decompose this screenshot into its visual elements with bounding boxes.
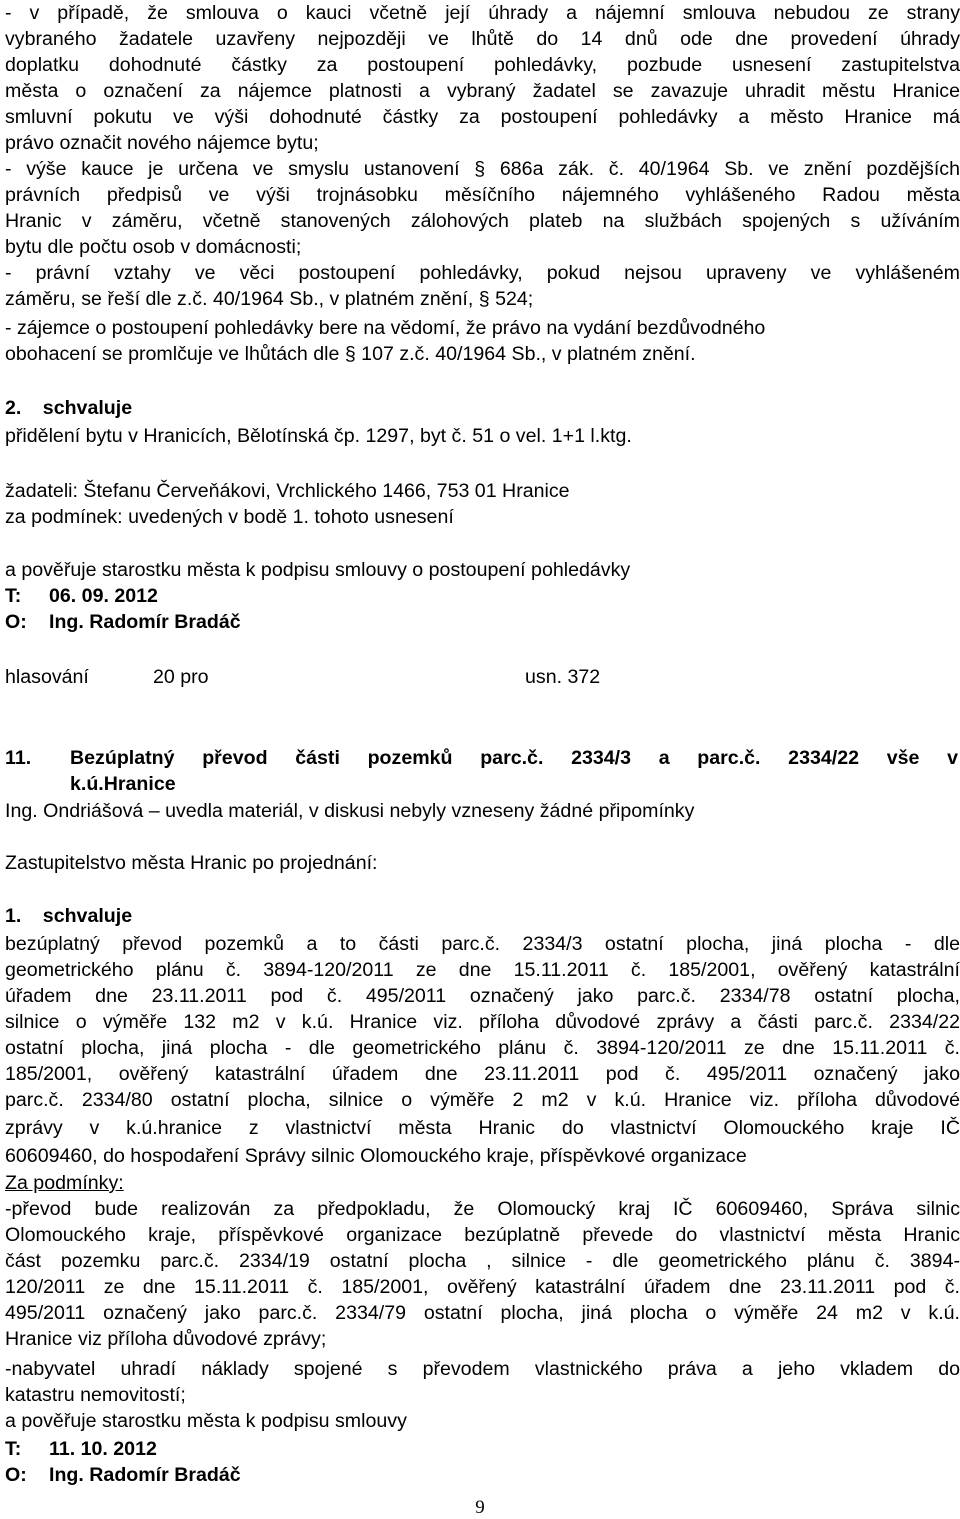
vote-label: hlasování	[5, 666, 89, 688]
text-line: - v případě, že smlouva o kauci včetně její úhrady a nájemní smlouva nebudou ze strany	[5, 2, 960, 24]
owner-label: O:	[5, 1464, 27, 1486]
text-line: úřadem dne 23.11.2011 pod č. 495/2011 označený jako parc.č. 2334/78 ostatní plocha,	[5, 985, 960, 1007]
text-line: - výše kauce je určena ve smyslu ustanovení § 686a zák. č. 40/1964 Sb. ve znění pozdějších	[5, 158, 960, 180]
item-text: přidělení bytu v Hranicích, Bělotínská čp. 1297, byt č. 51 o vel. 1+1 l.ktg.	[5, 425, 632, 447]
text-line: Hranice viz příloha důvodové zprávy;	[5, 1328, 327, 1350]
item-heading	[5, 903, 960, 929]
page-number: 9	[475, 1497, 485, 1518]
owner-label: O:	[5, 611, 27, 633]
text-line: 495/2011 označený jako parc.č. 2334/79 ostatní plocha, jiná plocha o výměře 24 m2 v k.ú.	[5, 1302, 960, 1324]
text-line: katastru nemovitostí;	[5, 1384, 186, 1406]
section-title-cont: k.ú.Hranice	[70, 773, 176, 795]
owner-name: Ing. Radomír Bradáč	[49, 611, 241, 633]
owner-line	[5, 609, 960, 635]
resolution-number: usn. 372	[525, 666, 601, 688]
text-line: geometrického plánu č. 3894-120/2011 ze dne 15.11.2011 č. 185/2001, ověřený katastrální	[5, 959, 960, 981]
text-line: smluvní pokutu ve výši dohodnuté částky za postoupení pohledávky a město Hranice má	[5, 106, 960, 128]
text-line: města o označení za nájemce platnosti a vybraný žadatel se zavazuje uhradit městu Hranice	[5, 80, 960, 102]
term-date: 11. 10. 2012	[49, 1438, 157, 1460]
term-label: T:	[5, 585, 22, 607]
text-line: - právní vztahy ve věci postoupení pohledávky, pokud nejsou upraveny ve vyhlášeném	[5, 262, 960, 284]
text-line: - zájemce o postoupení pohledávky bere na vědomí, že právo na vydání bezdůvodného	[5, 317, 766, 339]
section-intro: Ing. Ondriášová – uvedla materiál, v diskusi nebyly vzneseny žádné připomínky	[5, 800, 695, 822]
text-line: bytu dle počtu osob v domácnosti;	[5, 236, 302, 258]
council-heading: Zastupitelstvo města Hranic po projednání:	[5, 852, 378, 874]
text-line: silnice o výměře 132 m2 v k.ú. Hranice viz. příloha důvodové zprávy a části parc.č. 2334/22	[5, 1011, 960, 1033]
text-line: záměru, se řeší dle z.č. 40/1964 Sb., v platném znění, § 524;	[5, 288, 534, 310]
term-line	[5, 583, 960, 609]
text-line: obohacení se promlčuje ve lhůtách dle § 107 z.č. 40/1964 Sb., v platném znění.	[5, 343, 696, 365]
text-line: zprávy v k.ú.hranice z vlastnictví města Hranic do vlastnictví Olomouckého kraje IČ	[5, 1117, 960, 1139]
section-number: 11.	[5, 747, 32, 769]
term-label: T:	[5, 1438, 22, 1460]
text-line: Olomouckého kraje, příspěvkové organizace bezúplatně převede do vlastnictví města Hranic	[5, 1224, 960, 1246]
applicant: žadateli: Štefanu Červeňákovi, Vrchlického 1466, 753 01 Hranice	[5, 480, 570, 502]
text-line: -převod bude realizován za předpokladu, že Olomoucký kraj IČ 60609460, Správa silnic	[5, 1198, 960, 1220]
text-line: část pozemku parc.č. 2334/19 ostatní plocha , silnice - dle geometrického plánu č. 3894-	[5, 1250, 960, 1272]
owner-name: Ing. Radomír Bradáč	[49, 1464, 241, 1486]
conditions-label: Za podmínky:	[5, 1172, 124, 1194]
conditions: za podmínek: uvedených v bodě 1. tohoto usnesení	[5, 506, 454, 528]
text-line: -nabyvatel uhradí náklady spojené s převodem vlastnického práva a jeho vkladem do	[5, 1358, 960, 1380]
text-line: ostatní plocha, jiná plocha - dle geometrického plánu č. 3894-120/2011 ze dne 15.11.2011 č.	[5, 1037, 960, 1059]
section-title: Bezúplatný převod části pozemků parc.č. 2334/3 a parc.č. 2334/22 vše v	[70, 747, 958, 769]
text-line: 120/2011 ze dne 15.11.2011 č. 185/2001, ověřený katastrální úřadem dne 23.11.2011 pod č.	[5, 1276, 960, 1298]
text-line: parc.č. 2334/80 ostatní plocha, silnice o výměře 2 m2 v k.ú. Hranice viz. příloha důvodové	[5, 1089, 960, 1111]
item-verb: schvaluje	[42, 397, 133, 419]
text-line: právo označit nového nájemce bytu;	[5, 132, 319, 154]
text-line: právních předpisů ve výši trojnásobku měsíčního nájemného vyhlášeného Radou města	[5, 184, 960, 206]
item-number: 2.	[5, 397, 22, 419]
term-line	[5, 1436, 960, 1462]
owner-line	[5, 1462, 960, 1488]
item-verb: schvaluje	[42, 905, 133, 927]
text-line: Hranic v záměru, včetně stanovených zálohových plateb na službách spojených s užíváním	[5, 210, 960, 232]
term-date: 06. 09. 2012	[49, 585, 158, 607]
text-line: 185/2001, ověřený katastrální úřadem dne 23.11.2011 pod č. 495/2011 označený jako	[5, 1063, 960, 1085]
item-number: 1.	[5, 905, 22, 927]
text-line: bezúplatný převod pozemků a to části parc.č. 2334/3 ostatní plocha, jiná plocha - dle	[5, 933, 960, 955]
vote-result: 20 pro	[153, 666, 209, 688]
text-line: doplatku dohodnuté částky za postoupení pohledávky, pozbude usnesení zastupitelstva	[5, 54, 960, 76]
item-heading	[5, 395, 960, 421]
text-line: vybraného žadatele uzavřeny nejpozději ve lhůtě do 14 dnů ode dne provedení úhrady	[5, 28, 960, 50]
text-line: 60609460, do hospodaření Správy silnic Olomouckého kraje, příspěvkové organizace	[5, 1145, 747, 1167]
text-line: a pověřuje starostku města k podpisu smlouvy	[5, 1410, 407, 1432]
authorization: a pověřuje starostku města k podpisu smlouvy o postoupení pohledávky	[5, 559, 631, 581]
